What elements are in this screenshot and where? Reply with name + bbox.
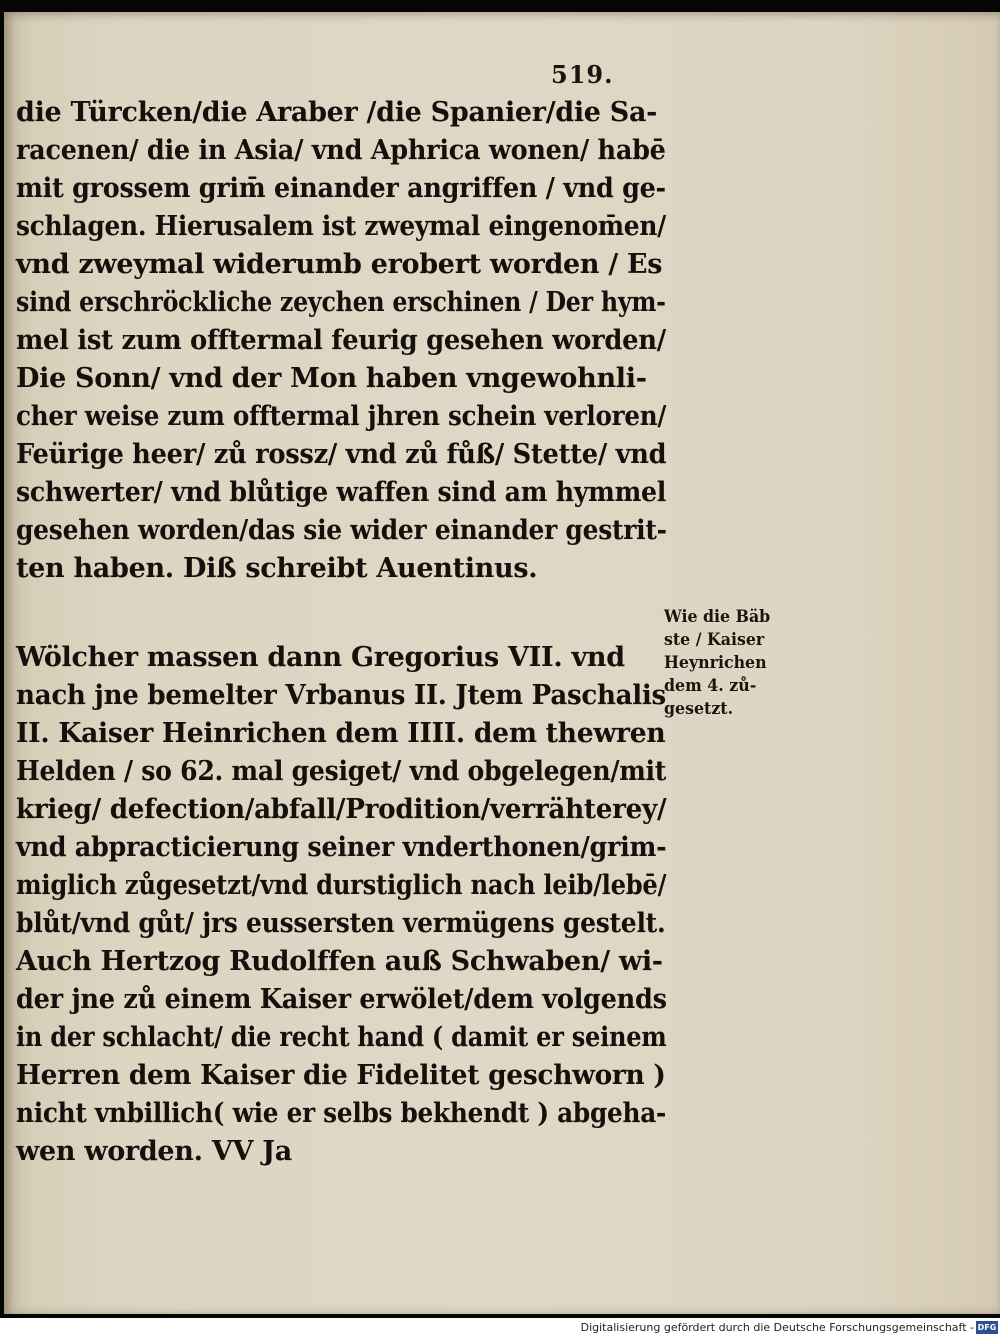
margin-note-line: dem 4. zů- xyxy=(664,676,757,696)
text-line: nach jne bemelter Vrbanus II. Jtem Paschalis xyxy=(16,680,666,711)
dfg-logo: DFG xyxy=(977,1323,997,1332)
text-line: wen worden. VV Ja xyxy=(16,1136,292,1167)
text-line: blůt/vnd gůt/ jrs eussersten vermügens gestelt. xyxy=(16,908,666,939)
text-line: mit grossem grim̄ einander angriffen / vnd ge- xyxy=(16,173,666,204)
main-text-block xyxy=(16,94,666,1171)
page-number: 519. xyxy=(551,60,614,89)
text-line: Die Sonn/ vnd der Mon haben vngewohnli- xyxy=(16,363,647,394)
text-line: Herren dem Kaiser die Fidelitet geschworn ) xyxy=(16,1060,666,1091)
paragraph-gap xyxy=(16,588,666,639)
text-line: miglich zůgesetzt/vnd durstiglich nach leib/lebē/ xyxy=(16,870,667,901)
text-line: der jne zů einem Kaiser erwölet/dem volgends xyxy=(16,984,667,1015)
text-line: Feürige heer/ zů rossz/ vnd zů fůß/ Stette/ vnd xyxy=(16,439,667,470)
text-line: mel ist zum offtermal feurig gesehen worden/ xyxy=(16,325,666,356)
text-line: sind erschröckliche zeychen erschinen / Der hym- xyxy=(16,287,666,318)
footer-bar xyxy=(0,1318,1000,1338)
text-line: cher weise zum offtermal jhren schein verloren/ xyxy=(16,401,667,432)
text-line: schwerter/ vnd blůtige waffen sind am hymmel xyxy=(16,477,667,508)
text-line: krieg/ defection/abfall/Prodition/verrähterey/ xyxy=(16,794,667,825)
text-line: nicht vnbillich( wie er selbs bekhendt ) abgeha- xyxy=(16,1098,666,1129)
text-line: Helden / so 62. mal gesiget/ vnd obgelegen/mit xyxy=(16,756,667,787)
margin-note-line: Wie die Bäb xyxy=(664,607,771,627)
text-line: ten haben. Diß schreibt Auentinus. xyxy=(16,553,538,584)
text-line: schlagen. Hierusalem ist zweymal eingenom̄en/ xyxy=(16,211,666,242)
text-line: Wölcher massen dann Gregorius VII. vnd xyxy=(16,642,625,673)
text-line: die Türcken/die Araber /die Spanier/die Sa- xyxy=(16,97,658,128)
text-line: gesehen worden/das sie wider einander gestrit- xyxy=(16,515,667,546)
text-line: racenen/ die in Asia/ vnd Aphrica wonen/ habē xyxy=(16,135,666,166)
text-line: vnd abpracticierung seiner vnderthonen/grim- xyxy=(16,832,667,863)
margin-note-line: gesetzt. xyxy=(664,699,734,719)
text-line: II. Kaiser Heinrichen dem IIII. dem thewren xyxy=(16,718,666,749)
funding-credit: Digitalisierung gefördert durch die Deutsche Forschungsgemeinschaft - xyxy=(580,1321,974,1334)
text-line: vnd zweymal widerumb erobert worden / Es xyxy=(16,249,663,280)
margin-note xyxy=(664,606,804,721)
text-line: in der schlacht/ die recht hand ( damit er seinem xyxy=(16,1022,667,1053)
text-line: Auch Hertzog Rudolffen auß Schwaben/ wi- xyxy=(16,946,663,977)
margin-note-line: Heynrichen xyxy=(664,653,767,673)
book-page xyxy=(4,12,1000,1314)
margin-note-line: ste / Kaiser xyxy=(664,630,765,650)
